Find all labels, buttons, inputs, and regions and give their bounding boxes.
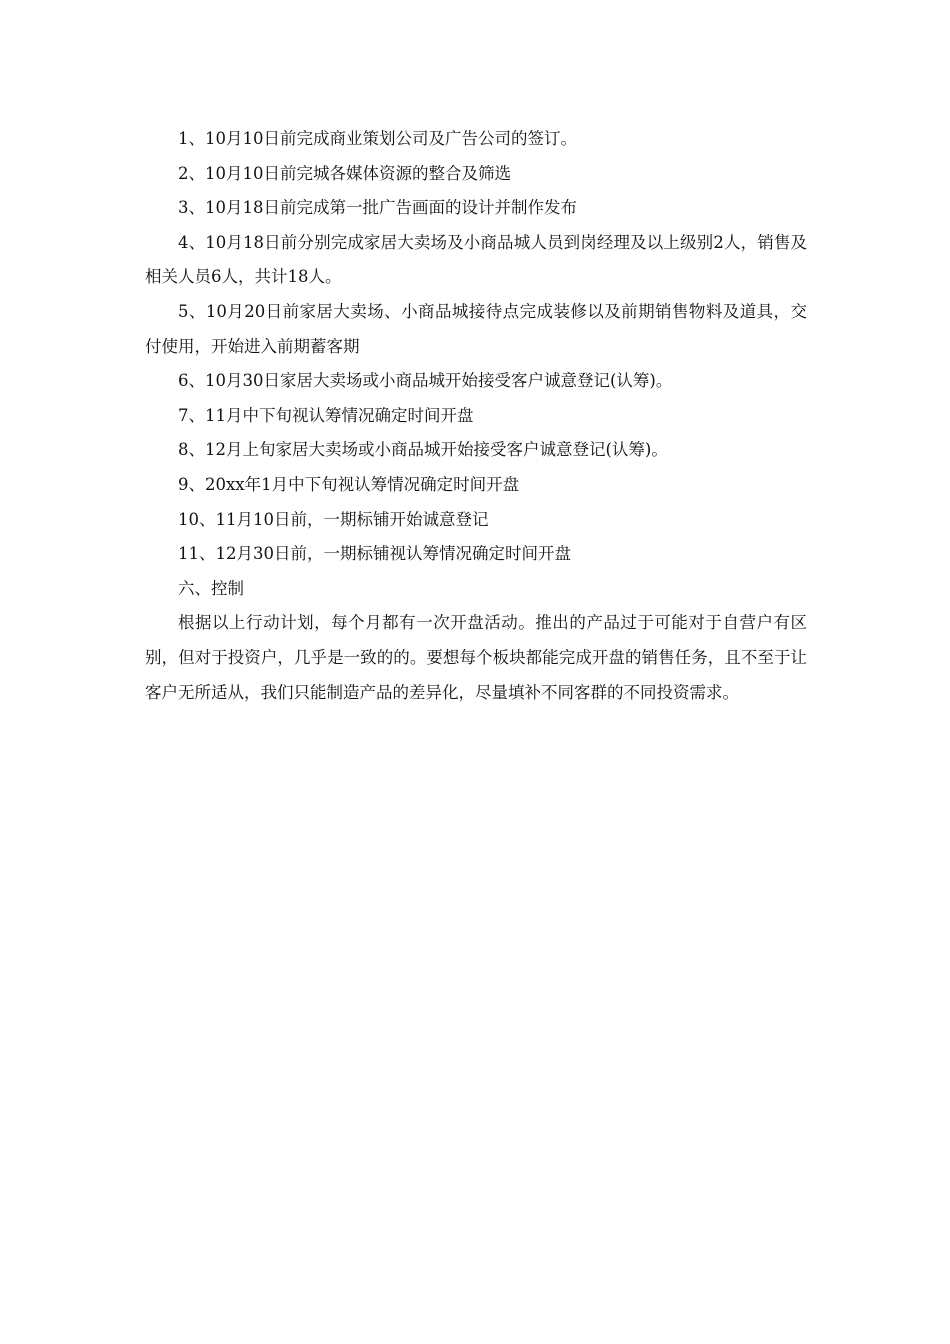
plan-item-11: 11、12月30日前，一期标铺视认筹情况确定时间开盘	[178, 544, 571, 564]
plan-item-9: 9、20xx年1月中下旬视认筹情况确定时间开盘	[178, 474, 520, 494]
plan-item-4: 4、10月18日前分别完成家居大卖场及小商品城人员到岗经理及以上级别2人，销售及相关人员6人，共计18人。	[145, 232, 807, 287]
plan-item-1: 1、10月10日前完成商业策划公司及广告公司的签订。	[178, 129, 577, 148]
plan-item-6: 6、10月30日家居大卖场或小商品城开始接受客户诚意登记(认筹)。	[178, 371, 673, 391]
plan-item-7: 7、11月中下旬视认筹情况确定时间开盘	[178, 405, 474, 425]
plan-item-2: 2、10月10日前完城各媒体资源的整合及筛选	[178, 163, 511, 183]
section-heading-control: 六、控制	[178, 578, 244, 598]
document-body	[145, 122, 807, 710]
plan-item-5: 5、10月20日前家居大卖场、小商品城接待点完成装修以及前期销售物料及道具，交付使用，开始进入前期蓄客期	[145, 301, 807, 356]
control-paragraph: 根据以上行动计划，每个月都有一次开盘活动。推出的产品过于可能对于自营户有区别，但对于投资户，几乎是一致的的。要想每个板块都能完成开盘的销售任务，且不至于让客户无所适从，我们只能制造产品的差异化，尽量填补不同客群的不同投资需求。	[145, 613, 807, 702]
plan-item-10: 10、11月10日前，一期标铺开始诚意登记	[178, 509, 489, 529]
plan-item-3: 3、10月18日前完成第一批广告画面的设计并制作发布	[178, 198, 577, 218]
plan-item-8: 8、12月上旬家居大卖场或小商品城开始接受客户诚意登记(认筹)。	[178, 440, 668, 460]
